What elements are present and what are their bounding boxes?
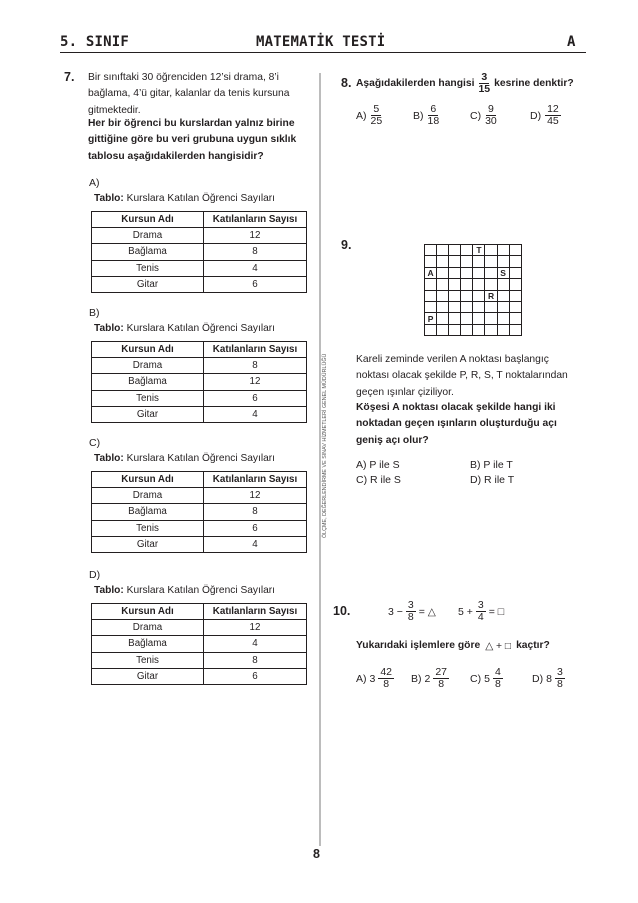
header-rule <box>60 52 586 53</box>
q7-table-caption <box>94 193 275 204</box>
q7-stem <box>88 70 289 119</box>
grid-cell <box>449 268 461 279</box>
fraction-denominator: 15 <box>478 83 491 95</box>
count-cell: 12 <box>204 228 307 244</box>
grid-cell <box>461 245 473 256</box>
course-name-cell: Drama <box>92 228 204 244</box>
count-cell: 8 <box>204 652 307 668</box>
point-label-t: T <box>473 245 485 256</box>
course-name-cell: Gitar <box>92 406 204 422</box>
grid-cell <box>510 245 522 256</box>
course-name-cell: Bağlama <box>92 374 204 390</box>
caption-prefix: Tablo: <box>94 323 124 334</box>
table-row <box>92 504 307 520</box>
grid-cell <box>437 268 449 279</box>
grid-cell <box>485 302 497 313</box>
grid-cell <box>473 291 485 302</box>
point-label-p: P <box>425 313 437 324</box>
grid-cell <box>437 302 449 313</box>
grid-cell <box>485 268 497 279</box>
whole-number: 2 <box>424 672 431 685</box>
caption-text: Kurslara Katılan Öğrenci Sayıları <box>123 323 275 334</box>
fraction-denominator: 45 <box>547 115 559 127</box>
equation-fraction <box>406 600 416 623</box>
count-cell: 6 <box>204 520 307 536</box>
option-fraction <box>555 667 565 690</box>
grid-cell <box>473 279 485 290</box>
fraction-denominator: 30 <box>485 115 497 127</box>
q8-option[interactable] <box>356 104 382 127</box>
fraction-numerator: 3 <box>556 666 563 678</box>
column-header: Kursun Adı <box>92 604 204 620</box>
course-name-cell: Bağlama <box>92 244 204 260</box>
grid-cell <box>498 291 510 302</box>
whole-number: 8 <box>546 672 552 685</box>
grid-cell <box>498 325 510 336</box>
column-header: Katılanların Sayısı <box>204 342 307 358</box>
q10-question <box>356 640 550 652</box>
table-row <box>92 520 307 536</box>
table-row <box>92 406 307 422</box>
grid-cell <box>437 279 449 290</box>
equation-result: = △ <box>418 605 436 618</box>
q7-frequency-table <box>91 603 307 685</box>
table-row <box>92 228 307 244</box>
fraction-denominator: 4 <box>477 611 484 623</box>
equation-term: 5 + <box>458 605 473 618</box>
grid-cell <box>425 245 437 256</box>
fraction-denominator: 25 <box>370 115 383 127</box>
q7-table-caption <box>94 585 275 596</box>
point-label-s: S <box>498 268 510 279</box>
fraction-numerator: 3 <box>407 599 414 611</box>
test-title: MATEMATİK TESTİ <box>256 34 386 50</box>
table-header-row <box>92 472 307 488</box>
count-cell: 4 <box>204 636 307 652</box>
q7-question-line: Her bir öğrenci bu kurslardan yalnız birine <box>88 118 295 129</box>
grid-cell <box>437 245 449 256</box>
grid-cell <box>485 245 497 256</box>
fraction-numerator: 12 <box>547 103 559 115</box>
table-row <box>92 358 307 374</box>
q7-question-line: gittiğine göre bu veri grubuna uygun sıklık <box>88 134 297 146</box>
grid-cell <box>437 325 449 336</box>
option-label: D) <box>530 109 542 122</box>
q9-option-d[interactable]: D) R ile T <box>470 474 515 486</box>
fraction-numerator: 6 <box>430 103 437 115</box>
course-name-cell: Gitar <box>92 276 204 292</box>
table-header-row <box>92 604 307 620</box>
table-row <box>92 636 307 652</box>
q10-equation-1 <box>388 600 436 623</box>
course-name-cell: Drama <box>92 358 204 374</box>
column-header: Katılanların Sayısı <box>204 212 307 228</box>
q7-frequency-table <box>91 471 307 553</box>
q9-number: 9. <box>341 238 352 252</box>
grid-cell <box>461 256 473 267</box>
q7-frequency-table <box>91 341 307 423</box>
grid-cell <box>425 325 437 336</box>
option-fraction <box>485 104 497 127</box>
table-header-row <box>92 212 307 228</box>
grid-cell <box>425 279 437 290</box>
column-header: Katılanların Sayısı <box>204 472 307 488</box>
q7-option-label[interactable]: D) <box>89 569 101 581</box>
table-row <box>92 536 307 552</box>
q9-question-line: noktadan geçen ışınların oluşturduğu açı <box>356 418 557 430</box>
fraction-denominator: 8 <box>438 678 445 690</box>
column-header: Katılanların Sayısı <box>204 604 307 620</box>
grid-cell <box>425 291 437 302</box>
column-divider <box>319 73 321 846</box>
fraction-numerator: 5 <box>373 103 380 115</box>
q8-number: 8. <box>341 76 352 90</box>
q8-question-text: Aşağıdakilerden hangisi <box>356 78 475 89</box>
course-name-cell: Tenis <box>92 520 204 536</box>
whole-number: 5 <box>484 672 490 685</box>
table-row <box>92 374 307 390</box>
count-cell: 8 <box>204 244 307 260</box>
q8-option[interactable] <box>413 104 439 127</box>
option-fraction <box>493 667 503 690</box>
option-label: C) <box>470 109 482 122</box>
course-name-cell: Bağlama <box>92 636 204 652</box>
q10-option[interactable] <box>356 667 394 690</box>
option-fraction <box>371 104 383 127</box>
fraction-numerator: 27 <box>435 666 448 678</box>
table-row <box>92 668 307 684</box>
q10-option[interactable] <box>532 667 565 690</box>
course-name-cell: Bağlama <box>92 504 204 520</box>
page-number: 8 <box>313 847 320 861</box>
q9-option-a[interactable]: A) P ile S <box>356 459 400 471</box>
grid-cell <box>437 313 449 324</box>
grid-cell <box>449 302 461 313</box>
q9-text-line: geçen ışınlar çiziliyor. <box>356 386 454 398</box>
q10-question-text: kaçtır? <box>516 640 550 651</box>
grid-cell <box>485 313 497 324</box>
grid-cell <box>461 325 473 336</box>
point-label-a: A <box>425 268 437 279</box>
caption-prefix: Tablo: <box>94 193 124 204</box>
option-label: B) <box>413 109 424 122</box>
q7-stem-line: bağlama, 4’ü gitar, kalanlar da tenis kursuna <box>88 88 290 100</box>
option-label: A) <box>356 672 367 685</box>
grid-cell <box>449 313 461 324</box>
grid-cell <box>473 313 485 324</box>
q9-square-grid <box>424 244 522 336</box>
course-name-cell: Tenis <box>92 260 204 276</box>
q8-option[interactable] <box>470 104 497 127</box>
caption-text: Kurslara Katılan Öğrenci Sayıları <box>123 453 275 464</box>
q10-question-symbols: △ + □ <box>485 641 512 652</box>
grid-cell <box>425 302 437 313</box>
fraction-numerator: 3 <box>477 599 484 611</box>
q7-stem-line: Bir sınıftaki 30 öğrenciden 12’si drama, 8’i <box>88 72 279 83</box>
grid-cell <box>449 256 461 267</box>
q9-option-b[interactable]: B) P ile T <box>470 459 513 471</box>
grid-cell <box>461 313 473 324</box>
count-cell: 6 <box>204 668 307 684</box>
q7-number: 7. <box>64 70 75 84</box>
q9-option-c[interactable]: C) R ile S <box>356 474 401 486</box>
table-row <box>92 276 307 292</box>
column-header: Kursun Adı <box>92 212 204 228</box>
column-header: Kursun Adı <box>92 472 204 488</box>
table-row <box>92 260 307 276</box>
q7-table-caption <box>94 323 275 334</box>
table-row <box>92 488 307 504</box>
grid-cell <box>437 256 449 267</box>
option-label: B) <box>411 672 422 685</box>
caption-prefix: Tablo: <box>94 585 124 596</box>
option-fraction <box>428 104 440 127</box>
grid-cell <box>485 325 497 336</box>
count-cell: 4 <box>204 536 307 552</box>
grid-cell <box>498 313 510 324</box>
q10-equation-2 <box>458 600 504 623</box>
q8-question <box>356 72 574 95</box>
grid-cell <box>510 291 522 302</box>
option-fraction <box>545 104 561 127</box>
equation-fraction <box>476 600 486 623</box>
count-cell: 6 <box>204 390 307 406</box>
table-row <box>92 652 307 668</box>
fraction-denominator: 8 <box>494 678 501 690</box>
q7-option-label[interactable]: C) <box>89 437 101 449</box>
fraction-denominator: 8 <box>383 678 390 690</box>
course-name-cell: Drama <box>92 620 204 636</box>
q7-table-caption <box>94 453 275 464</box>
whole-number: 3 <box>369 672 376 685</box>
q7-question <box>88 116 296 165</box>
grid-cell <box>510 268 522 279</box>
q10-option[interactable] <box>470 667 503 690</box>
grid-cell <box>473 268 485 279</box>
option-label: C) <box>470 672 482 685</box>
fraction-denominator: 8 <box>407 611 414 623</box>
option-label: D) <box>532 672 544 685</box>
q10-number: 10. <box>333 604 351 618</box>
course-name-cell: Tenis <box>92 390 204 406</box>
q7-frequency-table <box>91 211 307 293</box>
caption-text: Kurslara Katılan Öğrenci Sayıları <box>123 193 275 204</box>
grid-cell <box>461 268 473 279</box>
grid-cell <box>498 279 510 290</box>
q9-text <box>356 352 568 401</box>
count-cell: 12 <box>204 620 307 636</box>
grid-cell <box>498 302 510 313</box>
count-cell: 4 <box>204 260 307 276</box>
grid-cell <box>510 256 522 267</box>
q10-option[interactable] <box>411 667 449 690</box>
option-label: A) <box>356 109 367 122</box>
grid-cell <box>449 279 461 290</box>
grid-cell <box>449 291 461 302</box>
grid-cell <box>473 325 485 336</box>
option-fraction <box>378 667 394 690</box>
q8-question-text: kesrine denktir? <box>494 78 574 89</box>
side-text: ÖLÇME, DEĞERLENDİRME VE SINAV HİZMETLERİ GENEL MÜDÜRLÜĞÜ <box>322 353 328 538</box>
fraction-numerator: 9 <box>488 103 494 115</box>
grid-cell <box>449 325 461 336</box>
grid-cell <box>498 256 510 267</box>
count-cell: 12 <box>204 374 307 390</box>
q9-text-line: Kareli zeminde verilen A noktası başlangıç <box>356 354 549 365</box>
option-fraction <box>433 667 449 690</box>
point-label-r: R <box>485 291 497 302</box>
q7-option-label[interactable]: B) <box>89 307 100 319</box>
fraction-numerator: 4 <box>494 666 501 678</box>
grid-cell <box>461 279 473 290</box>
table-row <box>92 244 307 260</box>
course-name-cell: Tenis <box>92 652 204 668</box>
grade-label: 5. SINIF <box>60 34 130 50</box>
grid-cell <box>510 302 522 313</box>
equation-term: 3 − <box>388 605 403 618</box>
grid-cell <box>449 245 461 256</box>
fraction-denominator: 18 <box>427 115 440 127</box>
caption-prefix: Tablo: <box>94 453 124 464</box>
count-cell: 12 <box>204 488 307 504</box>
equation-result: = □ <box>488 605 505 618</box>
count-cell: 6 <box>204 276 307 292</box>
table-row <box>92 620 307 636</box>
count-cell: 4 <box>204 406 307 422</box>
table-header-row <box>92 342 307 358</box>
grid-cell <box>461 302 473 313</box>
grid-cell <box>510 325 522 336</box>
grid-cell <box>510 279 522 290</box>
table-row <box>92 390 307 406</box>
fraction-numerator: 3 <box>481 71 488 83</box>
caption-text: Kurslara Katılan Öğrenci Sayıları <box>123 585 275 596</box>
q7-stem-line: gitmektedir. <box>88 104 141 116</box>
count-cell: 8 <box>204 358 307 374</box>
q8-option[interactable] <box>530 104 561 127</box>
count-cell: 8 <box>204 504 307 520</box>
grid-cell <box>510 313 522 324</box>
course-name-cell: Gitar <box>92 668 204 684</box>
grid-cell <box>498 245 510 256</box>
course-name-cell: Gitar <box>92 536 204 552</box>
grid-cell <box>461 291 473 302</box>
fraction-numerator: 42 <box>380 666 393 678</box>
booklet-letter: A <box>567 34 576 50</box>
q7-question-line: tablosu aşağıdakilerden hangisidir? <box>88 150 264 162</box>
course-name-cell: Drama <box>92 488 204 504</box>
grid-cell <box>425 256 437 267</box>
q9-question <box>356 400 557 449</box>
q9-question-line: geniş açı olur? <box>356 434 429 446</box>
grid-cell <box>437 291 449 302</box>
column-header: Kursun Adı <box>92 342 204 358</box>
grid-cell <box>485 256 497 267</box>
fraction-denominator: 8 <box>556 678 563 690</box>
grid-cell <box>473 256 485 267</box>
q7-option-label[interactable]: A) <box>89 177 100 189</box>
q9-question-line: Köşesi A noktası olacak şekilde hangi iki <box>356 402 556 413</box>
q8-question-fraction <box>478 72 490 95</box>
grid-cell <box>485 279 497 290</box>
grid-cell <box>473 302 485 313</box>
q10-question-text: Yukarıdaki işlemlere göre <box>356 640 481 651</box>
q9-text-line: noktası olacak şekilde P, R, S, T noktalarından <box>356 370 568 382</box>
